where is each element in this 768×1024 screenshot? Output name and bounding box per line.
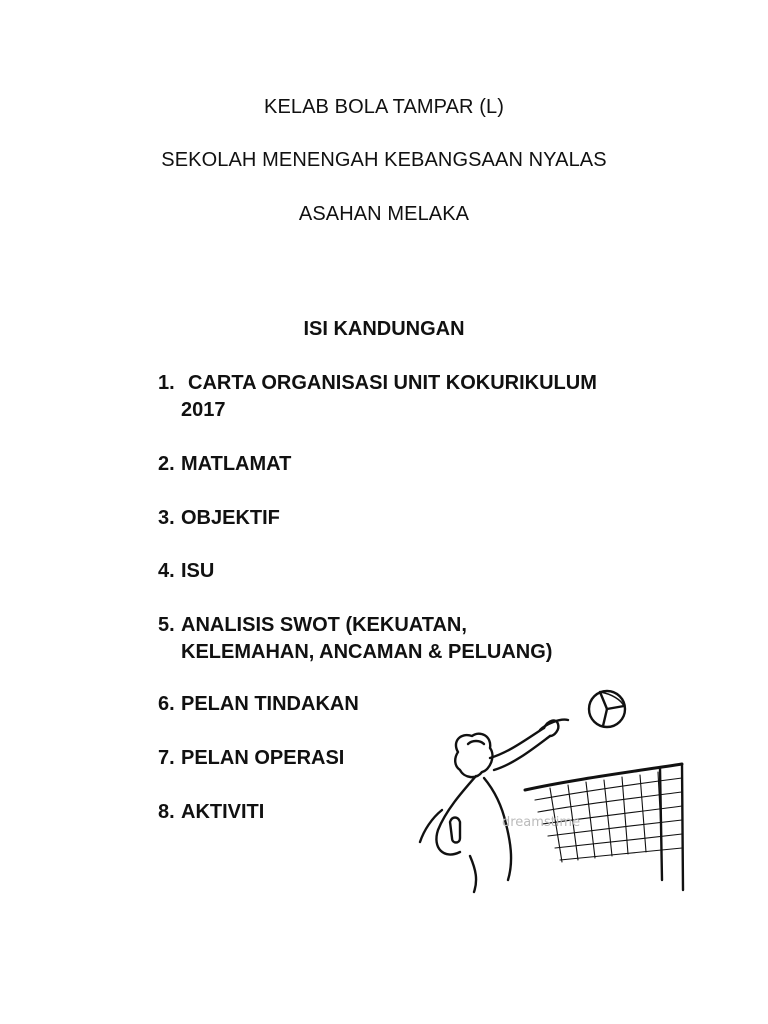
toc-item-number: 8. [158, 801, 175, 823]
school-name: SEKOLAH MENENGAH KEBANGSAAN NYALAS [161, 149, 607, 171]
toc-item [158, 612, 552, 666]
toc-item-text: PELAN TINDAKAN [181, 693, 359, 715]
player-icon [420, 720, 568, 892]
toc-item-number: 5. [158, 614, 175, 636]
volleyball-icon [589, 691, 625, 727]
toc-item [158, 691, 359, 718]
toc-item [158, 370, 597, 424]
toc-item-number: 1. [158, 372, 175, 394]
toc-item-text: CARTA ORGANISASI UNIT KOKURIKULUM [188, 372, 597, 394]
toc-item-text: AKTIVITI [181, 801, 265, 823]
school-location: ASAHAN MELAKA [298, 203, 470, 225]
toc-item-continuation: 2017 [181, 399, 226, 421]
toc-item-number: 7. [158, 747, 175, 769]
toc-item [158, 451, 291, 478]
toc-item [158, 505, 280, 532]
toc-item-number: 6. [158, 693, 175, 715]
toc-item-continuation: KELEMAHAN, ANCAMAN & PELUANG) [181, 641, 553, 663]
toc-item [158, 745, 344, 772]
toc-item-number: 4. [158, 560, 175, 582]
toc-item [158, 799, 264, 826]
toc-item-text: PELAN OPERASI [181, 747, 345, 769]
toc-item-text: OBJEKTIF [181, 507, 280, 529]
toc-item-number: 2. [158, 453, 175, 475]
toc-item-number: 3. [158, 507, 175, 529]
toc-item-text: MATLAMAT [181, 453, 292, 475]
toc-heading: ISI KANDUNGAN [303, 318, 465, 340]
toc-item-text: ISU [181, 560, 215, 582]
club-title: KELAB BOLA TAMPAR (L) [264, 96, 504, 118]
volleyball-player-illustration [410, 680, 690, 895]
toc-item-text: ANALISIS SWOT (KEKUATAN, [181, 614, 467, 636]
toc-item [158, 558, 214, 585]
watermark-text: dreamstime [502, 815, 581, 830]
